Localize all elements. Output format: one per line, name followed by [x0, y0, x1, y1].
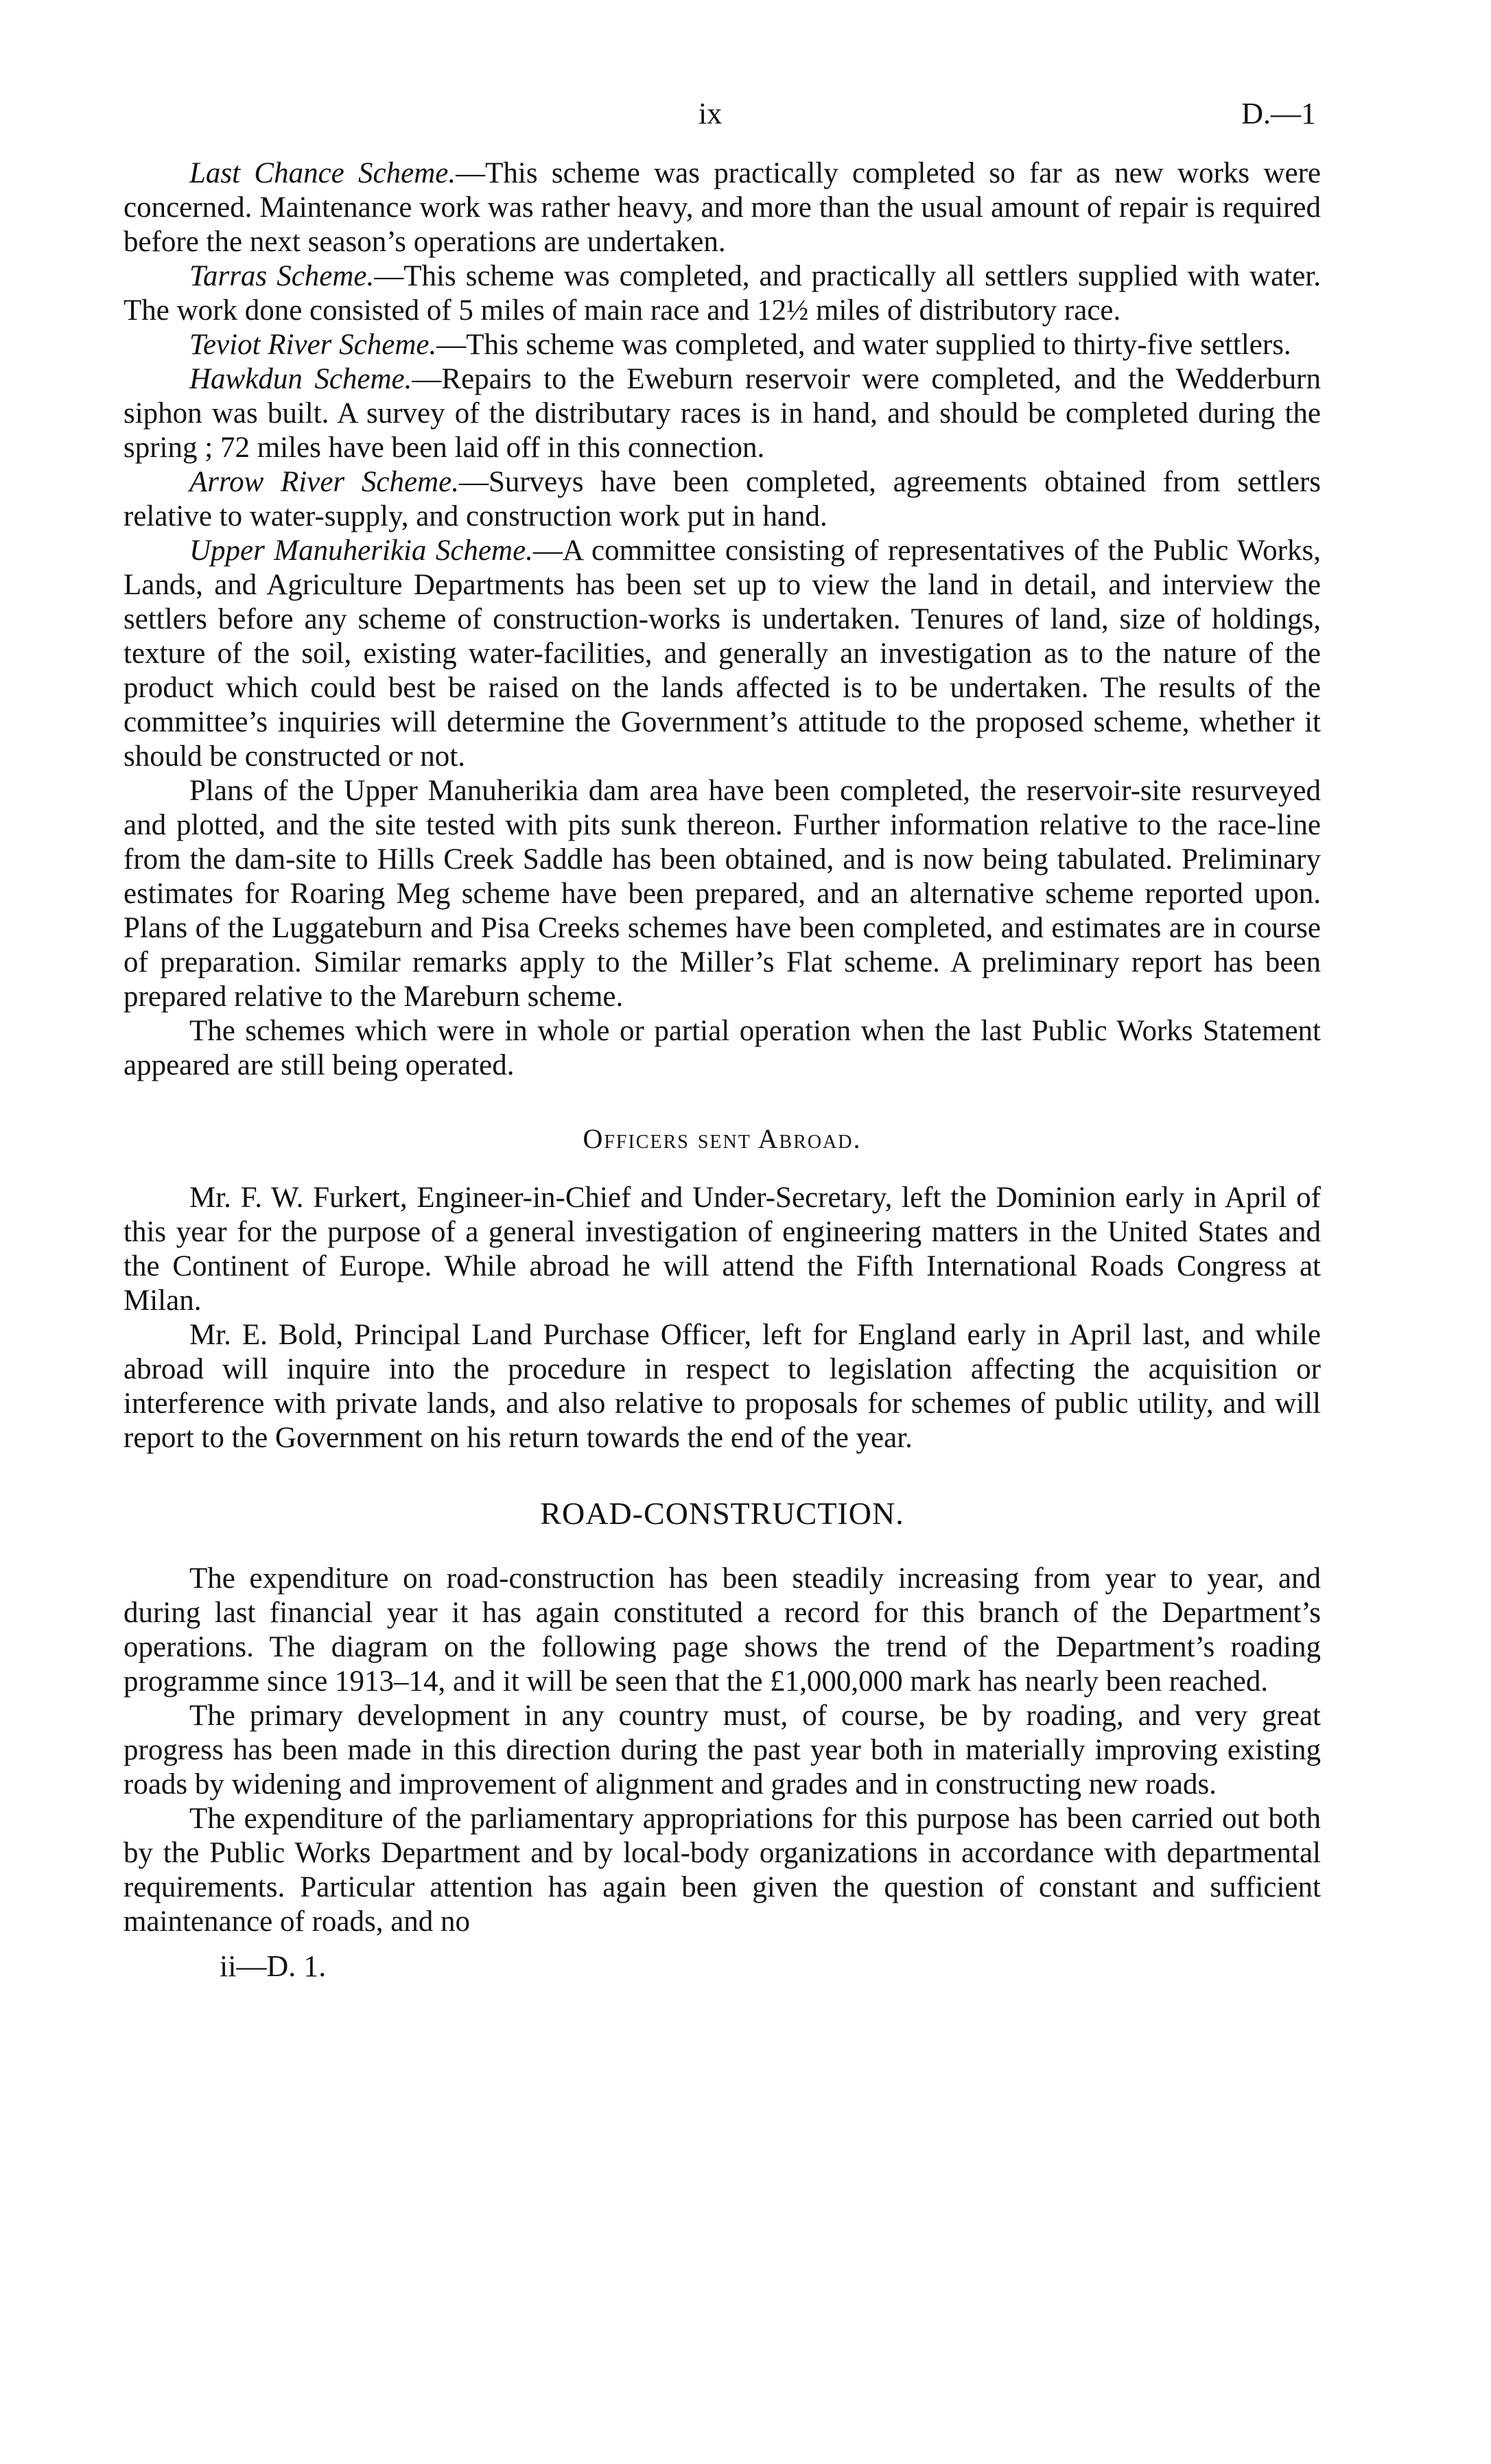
paragraph-teviot [124, 328, 1321, 362]
paragraph-text: —Repairs to the Eweburn reservoir were completed, and the Wedderburn siphon was built. A survey of the distributary races is in hand, and should be completed during the spring ; 72 miles have been laid off in this connection. [124, 363, 1321, 464]
paragraph-furkert [124, 1181, 1321, 1318]
scheme-title: Tarras Scheme. [189, 260, 375, 292]
paragraph-text: The expenditure on road-construction has been steadily increasing from year to year, and during last financial year it has again constituted a record for this branch of the Department’s operations. The diagram on the following page shows the trend of the Department’s roading programme since 1913–14, and it will be seen that the £1,000,000 mark has nearly been reached. [124, 1562, 1321, 1698]
paragraph-text: —This scheme was completed, and practically all settlers supplied with water. The work done consisted of 5 miles of main race and 12½ miles of distributory race. [124, 260, 1321, 327]
paragraph-text: The primary development in any country must, of course, be by roading, and very great progress has been made in this direction during the past year both in materially improving existing roads by widening and improvement of alignment and grades and in constructing new roads. [124, 1700, 1321, 1800]
paragraph-text: The schemes which were in whole or partial operation when the last Public Works Statement appeared are still being operated. [124, 1015, 1321, 1081]
paragraph-primary-development [124, 1699, 1321, 1802]
paragraph-arrow-river [124, 465, 1321, 534]
scheme-title: Teviot River Scheme. [189, 329, 437, 361]
paragraph-text: The expenditure of the parliamentary appropriations for this purpose has been carried out both by the Public Works Department and by local-body organizations in accordance with departmental requirements. Particular attention has again been given the question of constant and sufficient maintenance of roads, and no [124, 1803, 1321, 1938]
document-reference: D.—1 [1241, 97, 1316, 130]
scheme-title: Hawkdun Scheme. [189, 363, 412, 395]
body-text [124, 156, 1321, 1984]
paragraph-text: —Surveys have been completed, agreements obtained from settlers relative to water-supply, and construction work put in hand. [124, 466, 1321, 532]
paragraph-upper-manuherikia [124, 534, 1321, 774]
paragraph-text: —A committee consisting of representatives of the Public Works, Lands, and Agriculture Departments has been set up to view the land in detail, and interview the settlers before any scheme of construction-works is undertaken. Tenures of land, size of holdings, texture of the soil, existing water-facilities, and generally an investigation as to the nature of the product which could best be raised on the lands affected is to be undertaken. The results of the committee’s inquiries will determine the Government’s attitude to the proposed scheme, whether it should be constructed or not. [124, 535, 1321, 773]
paragraph-tarras [124, 259, 1321, 328]
section-heading-text: Officers sent Abroad. [583, 1123, 862, 1154]
paragraph-text: Mr. F. W. Furkert, Engineer-in-Chief and Under-Secretary, left the Dominion early in April of this year for the purpose of a general investigation of engineering matters in the United States and the Continent of Europe. While abroad he will attend the Fifth International Roads Congress at Milan. [124, 1182, 1321, 1317]
section-heading-road-construction: ROAD-CONSTRUCTION. [540, 1496, 904, 1531]
printer-signature: ii—D. 1. [220, 1949, 327, 1983]
page-number: ix [698, 97, 723, 130]
paragraph-text: Mr. E. Bold, Principal Land Purchase Officer, left for England early in April last, and while abroad will inquire into the procedure in respect to legislation affecting the acquisition or interference with private lands, and also relative to proposals for schemes of public utility, and will report to the Government on his return towards the end of the year. [124, 1319, 1321, 1454]
paragraph-expenditure [124, 1562, 1321, 1699]
scheme-title: Arrow River Scheme. [189, 466, 459, 498]
paragraph-text: —This scheme was completed, and water supplied to thirty-five settlers. [436, 329, 1291, 361]
scheme-title: Last Chance Scheme. [189, 157, 456, 189]
paragraph-hawkdun [124, 362, 1321, 465]
paragraph-plans [124, 774, 1321, 1014]
paragraph-appropriations [124, 1802, 1321, 1939]
paragraph-schemes-operated [124, 1014, 1321, 1083]
paragraph-bold [124, 1318, 1321, 1455]
paragraph-text: —This scheme was practically completed so far as new works were concerned. Maintenance work was rather heavy, and more than the usual amount of repair is required before the next season’s operations are undertaken. [124, 157, 1321, 258]
paragraph-last-chance [124, 156, 1321, 259]
scheme-title: Upper Manuherikia Scheme. [189, 535, 533, 567]
paragraph-text: Plans of the Upper Manuherikia dam area have been completed, the reservoir-site resurveyed and plotted, and the site tested with pits sunk thereon. Further information relative to the race-line from the dam-site to Hills Creek Saddle has been obtained, and is now being tabulated. Preliminary estimates for Roaring Meg scheme have been prepared, and an alternative scheme reported upon. Plans of the Luggateburn and Pisa Creeks schemes have been completed, and estimates are in course of preparation. Similar remarks apply to the Miller’s Flat scheme. A preliminary report has been prepared relative to the Mareburn scheme. [124, 775, 1321, 1013]
section-heading-officers [124, 1123, 1321, 1155]
page-header [0, 96, 1491, 137]
